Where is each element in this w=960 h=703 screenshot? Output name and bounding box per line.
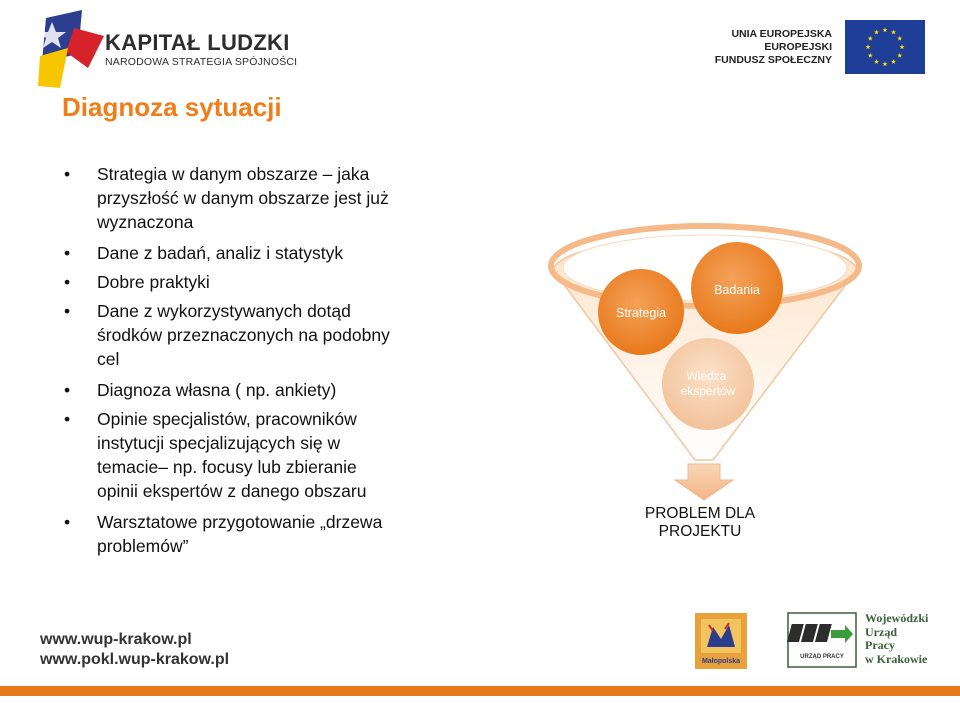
bullet-text: środków przeznaczonych na podobny [97, 325, 390, 345]
wup-line-4: w Krakowie [865, 651, 928, 666]
footer-accent-bar [0, 686, 960, 696]
bullet-dot: • [64, 301, 71, 321]
bullet-text: problemów” [97, 536, 189, 556]
eu-line-1: UNIA EUROPEJSKA [731, 28, 832, 40]
eu-line-3: FUNDUSZ SPOŁECZNY [714, 54, 832, 66]
bullet-item-strategy [64, 162, 459, 234]
bullet-text: cel [97, 349, 120, 369]
bullet-text: temacie– np. focusy lub zbieranie [97, 457, 357, 477]
bullet-text: opinii ekspertów z danego obszaru [97, 481, 367, 501]
problem-output-label [620, 505, 780, 541]
down-arrow-icon [675, 464, 733, 500]
bullet-dot: • [64, 512, 71, 532]
wup-line-1: Wojewódzki [865, 611, 929, 625]
circle-wiedza-line-1: Wiedza [686, 369, 727, 383]
bullet-item-data [64, 241, 459, 265]
bullet-text: instytucji specjalizujących się w [97, 433, 341, 453]
problem-line-2: PROJEKTU [658, 523, 742, 540]
bullet-text: Dane z badań, analiz i statystyk [97, 243, 344, 263]
bullet-text: przyszłość w danym obszarze jest już [97, 188, 389, 208]
bullet-item-own-diagnosis [64, 378, 459, 402]
eu-line-2: EUROPEJSKI [764, 41, 832, 53]
bullet-text: Dane z wykorzystywanych dotąd [97, 301, 351, 321]
bullet-list [64, 162, 459, 565]
bullet-dot: • [64, 380, 71, 400]
bullet-item-opinions [64, 407, 459, 503]
bullet-text: Dobre praktyki [97, 272, 210, 292]
circle-wiedza-line-2: ekspertów [680, 384, 736, 398]
bullet-text: wyznaczona [97, 212, 194, 232]
link-wup-krakow[interactable]: www.wup-krakow.pl [40, 631, 192, 648]
bullet-item-workshop [64, 510, 459, 558]
circle-wiedza-label [681, 369, 736, 398]
wup-logo-icon [787, 612, 857, 668]
kapital-ludzki-logo-icon [38, 8, 108, 92]
bullet-item-resources [64, 299, 459, 371]
footer-links [40, 630, 229, 670]
malopolska-label: Małopolska [701, 658, 741, 665]
bullet-dot: • [64, 243, 71, 263]
bullet-text: Strategia w danym obszarze – jaka [97, 164, 370, 184]
bullet-text: Warsztatowe przygotowanie „drzewa [97, 512, 383, 532]
page-title: Diagnoza sytuacji [62, 92, 282, 122]
malopolska-logo-icon [695, 613, 747, 669]
bullet-dot: • [64, 164, 71, 184]
problem-line-1: PROBLEM DLA [644, 505, 756, 522]
eu-fund-label [715, 28, 832, 67]
wup-line-3: Pracy [865, 638, 895, 652]
funnel-diagram [545, 218, 865, 518]
circle-strategia-label: Strategia [615, 306, 667, 320]
bullet-text: Opinie specjalistów, pracowników [97, 409, 357, 429]
bullet-dot: • [64, 272, 71, 292]
circle-badania-label: Badania [714, 283, 760, 297]
wup-line-2: Urząd [865, 624, 897, 639]
bullet-dot: • [64, 409, 71, 429]
kapital-ludzki-subtitle: NARODOWA STRATEGIA SPÓJNOŚCI [105, 56, 298, 68]
bullet-item-practices [64, 270, 459, 294]
footer-bottom-strip [0, 696, 960, 703]
kapital-ludzki-title: KAPITAŁ LUDZKI [105, 30, 290, 55]
wup-name [865, 612, 928, 666]
eu-flag-icon [845, 20, 925, 74]
link-pokl-wup-krakow[interactable]: www.pokl.wup-krakow.pl [40, 651, 230, 668]
bullet-text: Diagnoza własna ( np. ankiety) [97, 380, 337, 400]
wup-badge-label: URZĄD PRACY [800, 654, 844, 660]
